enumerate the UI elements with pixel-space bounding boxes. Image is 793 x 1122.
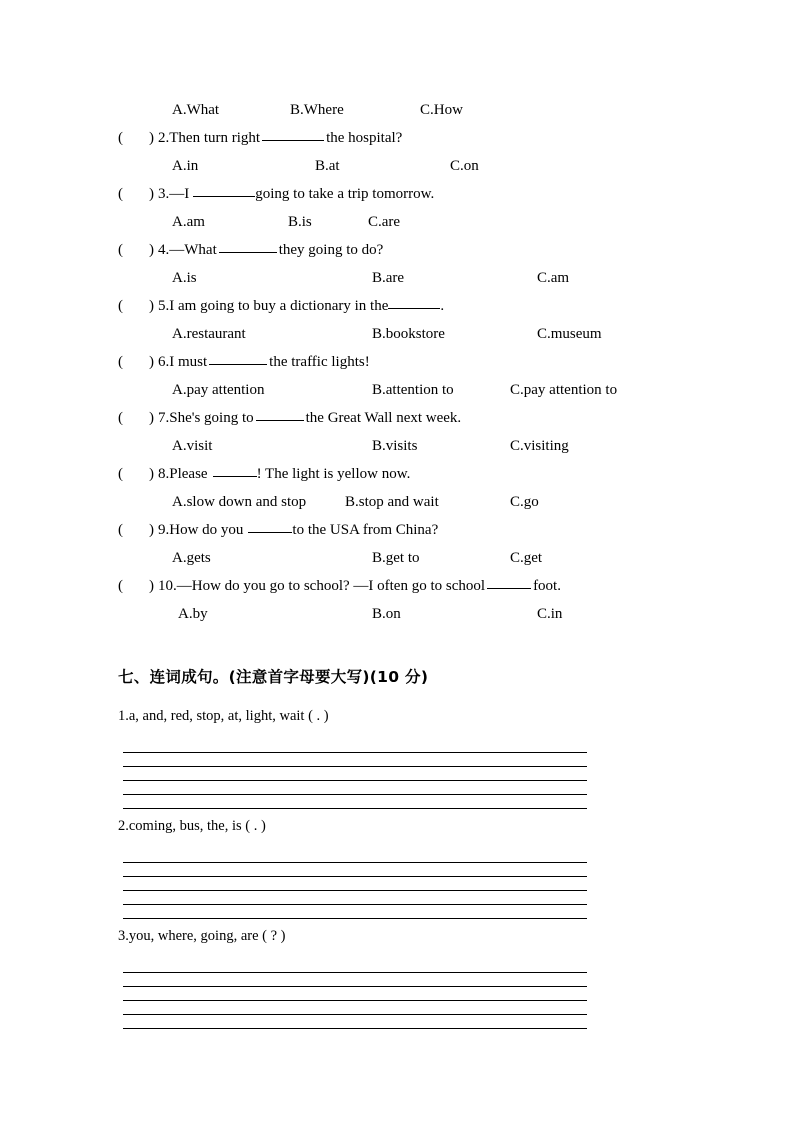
option-b[interactable]: B.visits — [372, 438, 418, 454]
option-b[interactable]: B.is — [288, 214, 312, 230]
answer-line[interactable] — [123, 905, 587, 919]
question-stem-9: 9.How do you to the USA from China? — [158, 522, 439, 538]
options-row-10 — [118, 600, 778, 628]
answer-lines-3[interactable] — [123, 972, 587, 1029]
option-c[interactable]: C.pay attention to — [510, 382, 618, 398]
question-row-5 — [118, 292, 778, 320]
question-stem-7: 7.She's going to the Great Wall next week. — [158, 410, 462, 426]
options-row-9 — [118, 544, 778, 572]
answer-blank[interactable] — [262, 140, 324, 141]
answer-bracket-2[interactable]: ( ) — [118, 130, 154, 146]
options-row-3 — [118, 208, 778, 236]
answer-bracket-9[interactable]: ( ) — [118, 522, 154, 538]
answer-blank[interactable] — [256, 420, 304, 421]
options-row-q1 — [118, 96, 778, 124]
option-a[interactable]: A.What — [172, 102, 220, 118]
answer-line[interactable] — [123, 767, 587, 781]
answer-lines-2[interactable] — [123, 862, 587, 919]
option-c[interactable]: C.go — [510, 494, 539, 510]
option-b[interactable]: B.are — [372, 270, 405, 286]
option-b[interactable]: B.stop and wait — [345, 494, 439, 510]
sentence-question-3: 3.you, where, going, are ( ? ) — [118, 928, 286, 944]
options-row-2 — [118, 152, 778, 180]
option-a[interactable]: A.gets — [172, 550, 211, 566]
answer-blank[interactable] — [193, 196, 255, 197]
option-a[interactable]: A.am — [172, 214, 205, 230]
answer-line[interactable] — [123, 781, 587, 795]
option-a[interactable]: A.slow down and stop — [172, 494, 307, 510]
option-c[interactable]: C.are — [368, 214, 401, 230]
option-b[interactable]: B.attention to — [372, 382, 454, 398]
option-b[interactable]: B.at — [315, 158, 340, 174]
options-row-6 — [118, 376, 778, 404]
option-c[interactable]: C.get — [510, 550, 543, 566]
option-b[interactable]: B.bookstore — [372, 326, 445, 342]
answer-line[interactable] — [123, 891, 587, 905]
option-b[interactable]: B.get to — [372, 550, 420, 566]
question-stem-8: 8.Please ! The light is yellow now. — [158, 466, 411, 482]
option-a[interactable]: A.pay attention — [172, 382, 265, 398]
options-row-7 — [118, 432, 778, 460]
answer-bracket-6[interactable]: ( ) — [118, 354, 154, 370]
answer-bracket-4[interactable]: ( ) — [118, 242, 154, 258]
question-row-4 — [118, 236, 778, 264]
question-stem-3: 3.—I going to take a trip tomorrow. — [158, 186, 435, 202]
option-c[interactable]: C.visiting — [510, 438, 569, 454]
answer-lines-1[interactable] — [123, 752, 587, 809]
answer-line[interactable] — [123, 987, 587, 1001]
options-row-8 — [118, 488, 778, 516]
option-a[interactable]: A.visit — [172, 438, 213, 454]
answer-bracket-7[interactable]: ( ) — [118, 410, 154, 426]
answer-line[interactable] — [123, 972, 587, 987]
answer-line[interactable] — [123, 877, 587, 891]
option-c[interactable]: C.on — [450, 158, 479, 174]
option-a[interactable]: A.is — [172, 270, 197, 286]
answer-line[interactable] — [123, 1015, 587, 1029]
answer-bracket-3[interactable]: ( ) — [118, 186, 154, 202]
option-a[interactable]: A.in — [172, 158, 199, 174]
answer-blank[interactable] — [248, 532, 292, 533]
question-stem-10: 10.—How do you go to school? —I often go to school foot. — [158, 578, 561, 594]
answer-blank[interactable] — [487, 588, 531, 589]
sentence-question-2: 2.coming, bus, the, is ( . ) — [118, 818, 266, 834]
section-seven-heading: 七、连词成句。(注意首字母要大写)(10 分) — [118, 668, 429, 686]
answer-bracket-5[interactable]: ( ) — [118, 298, 154, 314]
option-a[interactable]: A.restaurant — [172, 326, 246, 342]
answer-blank[interactable] — [219, 252, 277, 253]
option-c[interactable]: C.How — [420, 102, 463, 118]
option-a[interactable]: A.by — [178, 606, 208, 622]
answer-line[interactable] — [123, 795, 587, 809]
option-c[interactable]: C.in — [537, 606, 563, 622]
question-row-8 — [118, 460, 778, 488]
multiple-choice-block — [118, 96, 778, 628]
question-row-2 — [118, 124, 778, 152]
question-stem-6: 6.I must the traffic lights! — [158, 354, 370, 370]
option-c[interactable]: C.am — [537, 270, 570, 286]
option-b[interactable]: B.Where — [290, 102, 344, 118]
option-c[interactable]: C.museum — [537, 326, 602, 342]
question-row-9 — [118, 516, 778, 544]
question-stem-4: 4.—What they going to do? — [158, 242, 384, 258]
question-row-7 — [118, 404, 778, 432]
answer-line[interactable] — [123, 862, 587, 877]
options-row-4 — [118, 264, 778, 292]
answer-bracket-8[interactable]: ( ) — [118, 466, 154, 482]
question-row-6 — [118, 348, 778, 376]
question-row-3 — [118, 180, 778, 208]
answer-blank[interactable] — [209, 364, 267, 365]
options-row-5 — [118, 320, 778, 348]
answer-blank[interactable] — [388, 308, 440, 309]
answer-line[interactable] — [123, 752, 587, 767]
sentence-question-1: 1.a, and, red, stop, at, light, wait ( . ) — [118, 708, 329, 724]
question-stem-2: 2.Then turn right the hospital? — [158, 130, 403, 146]
answer-blank[interactable] — [213, 476, 257, 477]
option-b[interactable]: B.on — [372, 606, 401, 622]
question-stem-5: 5.I am going to buy a dictionary in the . — [158, 298, 445, 314]
answer-bracket-10[interactable]: ( ) — [118, 578, 154, 594]
answer-line[interactable] — [123, 1001, 587, 1015]
question-row-10 — [118, 572, 778, 600]
